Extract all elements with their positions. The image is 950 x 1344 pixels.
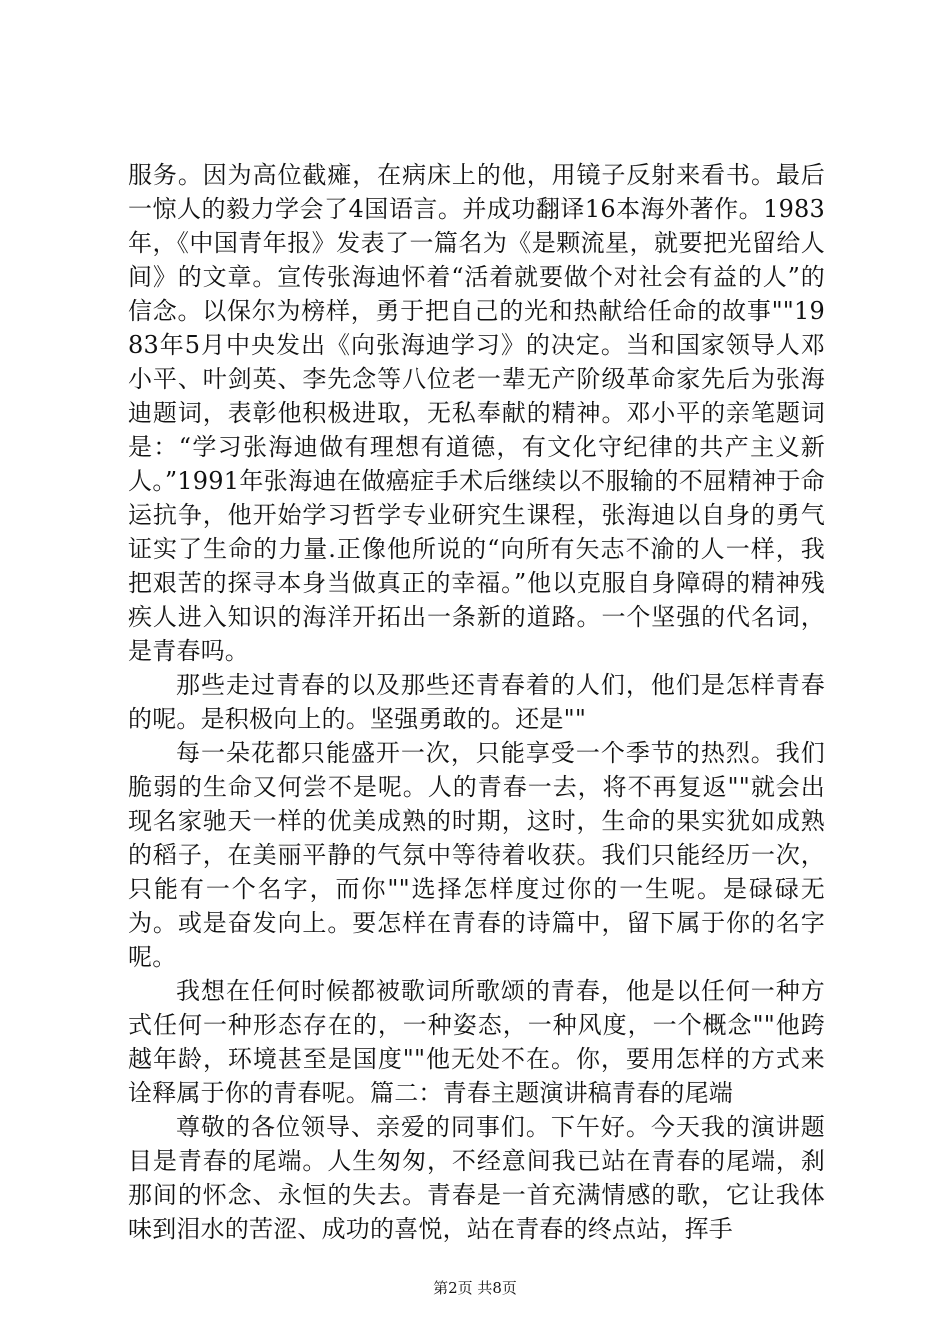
paragraph-1: 服务。因为高位截瘫，在病床上的他，用镜子反射来看书。最后一惊人的毅力学会了4国语言。并成功翻译16本海外著作。1983年，《中国青年报》发表了一篇名为《是颗流星，就要把光留给人间》的文章。宣传张海迪怀着“活着就要做个对社会有益的人”的信念。以保尔为榜样，勇于把自己的光和热献给任命的故事""1983年5月中央发出《向张海迪学习》的决定。当和国家领导人邓小平、叶剑英、李先念等八位老一辈无产阶级革命家先后为张海迪题词，表彰他积极进取，无私奉献的精神。邓小平的亲笔题词是：“学习张海迪做有理想有道德，有文化守纪律的共产主义新人。”1991年张海迪在做癌症手术后继续以不服输的不屈精神于命运抗争，他开始学习哲学专业研究生课程，张海迪以自身的勇气证实了生命的力量.正像他所说的“向所有矢志不渝的人一样，我把艰苦的探寻本身当做真正的幸福。”他以克服自身障碍的精神残疾人进入知识的海洋开拓出一条新的道路。一个坚强的代名词，是青春吗。 <box>128 161 825 665</box>
page-footer <box>0 1278 950 1298</box>
paragraph-2: 那些走过青春的以及那些还青春着的人们，他们是怎样青春的呢。是积极向上的。坚强勇敢的。还是"" <box>128 671 825 733</box>
paragraph-5: 尊敬的各位领导、亲爱的同事们。下午好。今天我的演讲题目是青春的尾端。人生匆匆，不经意间我已站在青春的尾端，刹那间的怀念、永恒的失去。青春是一首充满情感的歌，它让我体味到泪水的苦涩、成功的喜悦，站在青春的终点站，挥手 <box>128 1113 825 1243</box>
paragraph-3: 每一朵花都只能盛开一次，只能享受一个季节的热烈。我们脆弱的生命又何尝不是呢。人的青春一去，将不再复返""就会出现名家驰天一样的优美成熟的时期，这时，生命的果实犹如成熟的稻子，在美丽平静的气氛中等待着收获。我们只能经历一次，只能有一个名字，而你""选择怎样度过你的一生呢。是碌碌无为。或是奋发向上。要怎样在青春的诗篇中，留下属于你的名字呢。 <box>128 739 825 971</box>
page-number-label: 第2页 共8页 <box>433 1279 517 1297</box>
paragraph-4: 我想在任何时候都被歌词所歌颂的青春，他是以任何一种方式任何一种形态存在的，一种姿态，一种风度，一个概念""他跨越年龄，环境甚至是国度""他无处不在。你，要用怎样的方式来诠释属于你的青春呢。篇二：青春主题演讲稿青春的尾端 <box>128 977 825 1107</box>
document-body <box>128 158 825 1246</box>
